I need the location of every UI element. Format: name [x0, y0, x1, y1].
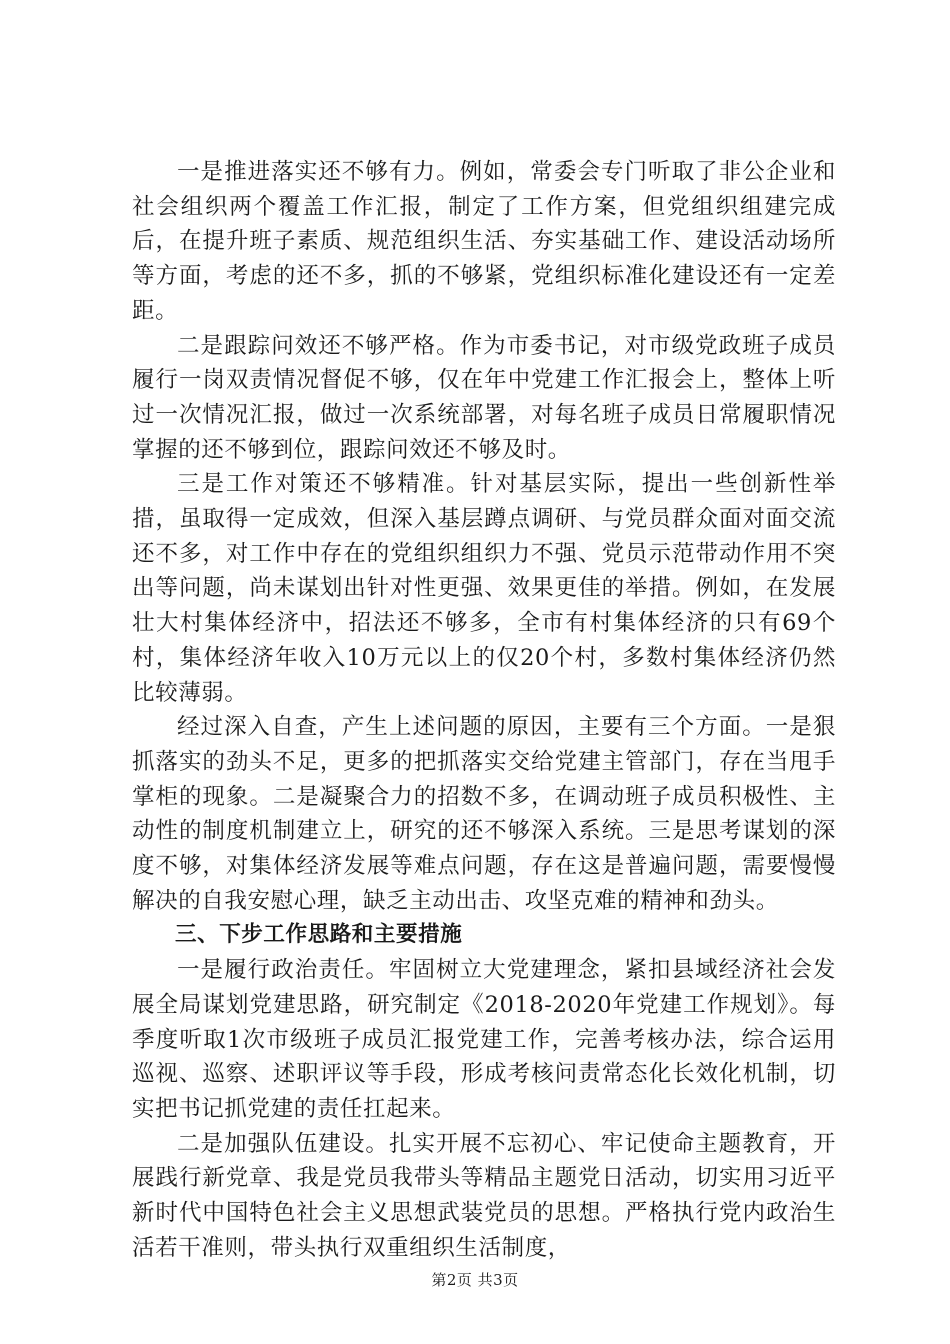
page-number-footer: 第2页 共3页	[431, 1271, 519, 1289]
paragraph-work-countermeasures: 三是工作对策还不够精准。针对基层实际，提出一些创新性举措，虽取得一定成效，但深入基层蹲点调研、与党员群众面对面交流还不多，对工作中存在的党组织组织力不强、党员示范带动作用不突出等问题，尚未谋划出针对性更强、效果更佳的举措。例如，在发展壮大村集体经济中，招法还不够多，全市有村集体经济的只有69个村，集体经济年收入10万元以上的仅20个村，多数村集体经济仍然比较薄弱。	[132, 471, 836, 706]
paragraph-team-building: 二是加强队伍建设。扎实开展不忘初心、牢记使命主题教育，开展践行新党章、我是党员我带头等精品主题党日活动，切实用习近平新时代中国特色社会主义思想武装党员的思想。严格执行党内政治生活若干准则，带头执行双重组织生活制度，	[132, 1130, 836, 1261]
paragraph-political-responsibility: 一是履行政治责任。牢固树立大党建理念，紧扣县域经济社会发展全局谋划党建思路，研究制定《2018-2020年党建工作规划》。每季度听取1次市级班子成员汇报党建工作，完善考核办法，综合运用巡视、巡察、述职评议等手段，形成考核问责常态化长效化机制，切实把书记抓党建的责任扛起来。	[132, 957, 836, 1122]
paragraph-promotion-implementation: 一是推进落实还不够有力。例如，常委会专门听取了非公企业和社会组织两个覆盖工作汇报，制定了工作方案，但党组织组建完成后，在提升班子素质、规范组织生活、夯实基础工作、建设活动场所等方面，考虑的还不多，抓的不够紧，党组织标准化建设还有一定差距。	[132, 159, 836, 324]
paragraph-cause-analysis: 经过深入自查，产生上述问题的原因，主要有三个方面。一是狠抓落实的劲头不足，更多的把抓落实交给党建主管部门，存在当甩手掌柜的现象。二是凝聚合力的招数不多，在调动班子成员积极性、主动性的制度机制建立上，研究的还不够深入系统。三是思考谋划的深度不够，对集体经济发展等难点问题，存在这是普遍问题，需要慢慢解决的自我安慰心理，缺乏主动出击、攻坚克难的精神和劲头。	[132, 714, 836, 914]
section-heading-next-steps: 三、下步工作思路和主要措施	[175, 922, 463, 948]
document-body	[132, 155, 836, 1266]
paragraph-tracking-accountability: 二是跟踪问效还不够严格。作为市委书记，对市级党政班子成员履行一岗双责情况督促不够，仅在年中党建工作汇报会上，整体上听过一次情况汇报，做过一次系统部署，对每名班子成员日常履职情况掌握的还不够到位，跟踪问效还不够及时。	[132, 332, 836, 463]
